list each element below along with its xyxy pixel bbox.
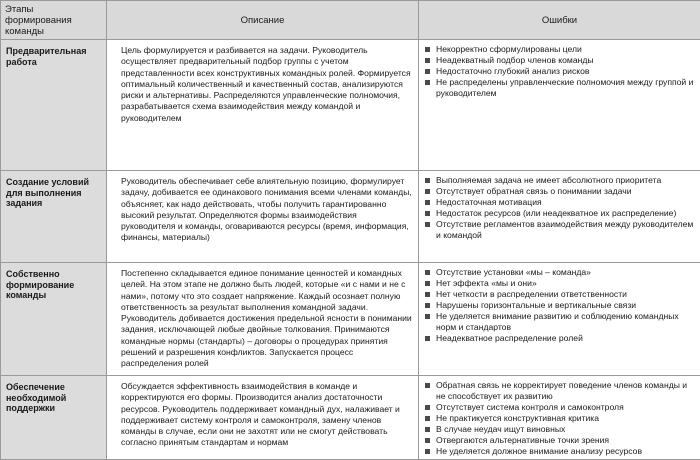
square-bullet-icon	[425, 449, 430, 454]
error-item	[425, 435, 696, 446]
square-bullet-icon	[425, 69, 430, 74]
error-item	[425, 424, 696, 435]
square-bullet-icon	[425, 200, 430, 205]
errors-cell	[419, 171, 700, 263]
square-bullet-icon	[425, 405, 430, 410]
square-bullet-icon	[425, 314, 430, 319]
error-item	[425, 55, 696, 66]
error-item	[425, 380, 696, 402]
square-bullet-icon	[425, 58, 430, 63]
description-cell: Постепенно складывается единое понимание ценностей и командных целей. На этом этапе не должно быть людей, которые «и с нами и не с нами», потому что это создает напряжение. Каждый осознает полную ответственность за результат выполнения командной задачи. Руководитель добивается достижения предельной ясности в понимании задания, исключающей любые двойные толкования. Принимаются командные нормы (стандарты) – договоры о процедурах принятия решений и разрешения конфликтов. Запускается процесс распределения ролей	[107, 263, 419, 376]
error-text: Отсутствует обратная связь о понимании задачи	[436, 186, 632, 196]
square-bullet-icon	[425, 303, 430, 308]
errors-list	[425, 380, 696, 457]
error-item	[425, 267, 696, 278]
table-row	[1, 40, 700, 171]
stage-cell: Обеспечение необходимой поддержки	[1, 376, 107, 460]
square-bullet-icon	[425, 383, 430, 388]
error-item	[425, 289, 696, 300]
error-text: Не уделяется должное внимание анализу ресурсов	[436, 446, 642, 456]
error-item	[425, 186, 696, 197]
error-item	[425, 77, 696, 99]
description-cell: Цель формулируется и разбивается на задачи. Руководитель осуществляет предварительный подбор группы с учетом представленности всех конструктивных командных ролей. Формируется оптимальный количественный и качественный состав, анализируются риски и альтернативы. Распределяются управленческие полномочия, разрабатывается схема взаимодействия между командой и руководителем	[107, 40, 419, 171]
square-bullet-icon	[425, 336, 430, 341]
error-text: Выполняемая задача не имеет абсолютного приоритета	[436, 175, 661, 185]
error-item	[425, 208, 696, 219]
error-text: Не распределены управленческие полномочия между группой и руководителем	[436, 77, 693, 98]
header-stage: Этапы формирования команды	[1, 1, 107, 40]
error-text: Недостаток ресурсов (или неадекватное их распределение)	[436, 208, 676, 218]
errors-list	[425, 267, 696, 344]
error-text: Отсутствие регламентов взаимодействия между руководителем и командой	[436, 219, 693, 240]
stage-cell: Собственно формирование команды	[1, 263, 107, 376]
table-header-row	[1, 1, 700, 40]
square-bullet-icon	[425, 427, 430, 432]
error-item	[425, 402, 696, 413]
square-bullet-icon	[425, 438, 430, 443]
error-item	[425, 278, 696, 289]
square-bullet-icon	[425, 47, 430, 52]
errors-cell	[419, 40, 700, 171]
square-bullet-icon	[425, 178, 430, 183]
error-text: Не уделяется внимание развитию и соблюдению командных норм и стандартов	[436, 311, 679, 332]
errors-list	[425, 175, 696, 241]
error-text: В случае неудач ищут виновных	[436, 424, 565, 434]
square-bullet-icon	[425, 189, 430, 194]
errors-cell	[419, 263, 700, 376]
square-bullet-icon	[425, 80, 430, 85]
description-cell: Обсуждается эффективность взаимодействия в команде и корректируются его формы. Производится анализ достаточности ресурсов. Руководитель поддерживает командный дух, налаживает и поддерживает систему контроля и самоконтроля, замену членов команды в случае, если они не захотят или не смогут действовать согласно принятым стандартам и нормам	[107, 376, 419, 460]
table-row	[1, 171, 700, 263]
header-description: Описание	[107, 1, 419, 40]
error-text: Отсутствие установки «мы – команда»	[436, 267, 591, 277]
description-cell: Руководитель обеспечивает себе влиятельную позицию, формулирует задачу, добивается ее одинакового понимания всеми членами команды, объясняет, как надо действовать, чтобы получить гарантированно высокий результат. Определяются формы взаимодействия руководителя и команды, оговариваются ресурсы (время, информация, финансы, материалы)	[107, 171, 419, 263]
error-text: Нарушены горизонтальные и вертикальные связи	[436, 300, 636, 310]
errors-list	[425, 44, 696, 99]
error-item	[425, 66, 696, 77]
error-text: Недостаточная мотивация	[436, 197, 542, 207]
error-text: Некорректно сформулированы цели	[436, 44, 582, 54]
error-text: Отвергаются альтернативные точки зрения	[436, 435, 609, 445]
error-text: Неадекватное распределение ролей	[436, 333, 583, 343]
error-item	[425, 175, 696, 186]
square-bullet-icon	[425, 281, 430, 286]
error-text: Нет эффекта «мы и они»	[436, 278, 537, 288]
stage-cell: Создание условий для выполнения задания	[1, 171, 107, 263]
error-item	[425, 219, 696, 241]
error-item	[425, 446, 696, 457]
square-bullet-icon	[425, 416, 430, 421]
header-errors: Ошибки	[419, 1, 700, 40]
error-item	[425, 44, 696, 55]
error-item	[425, 300, 696, 311]
error-item	[425, 333, 696, 344]
error-text: Обратная связь не корректирует поведение членов команды и не способствует их развитию	[436, 380, 687, 401]
square-bullet-icon	[425, 211, 430, 216]
error-text: Нет четкости в распределении ответственности	[436, 289, 627, 299]
square-bullet-icon	[425, 292, 430, 297]
error-text: Неадекватный подбор членов команды	[436, 55, 594, 65]
table-row	[1, 263, 700, 376]
error-text: Не практикуется конструктивная критика	[436, 413, 599, 423]
stage-cell: Предварительная работа	[1, 40, 107, 171]
error-item	[425, 197, 696, 208]
square-bullet-icon	[425, 270, 430, 275]
error-text: Недостаточно глубокий анализ рисков	[436, 66, 589, 76]
square-bullet-icon	[425, 222, 430, 227]
error-text: Отсутствует система контроля и самоконтроля	[436, 402, 624, 412]
error-item	[425, 311, 696, 333]
error-item	[425, 413, 696, 424]
